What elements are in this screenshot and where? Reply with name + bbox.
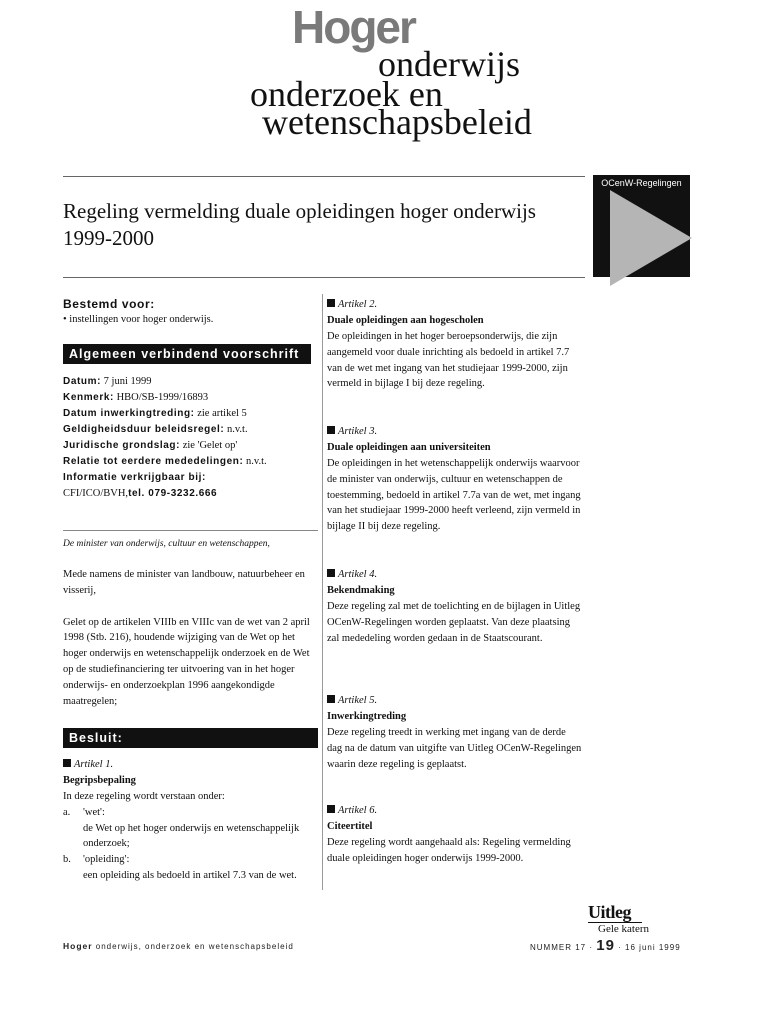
- article-6-head: Artikel 6.: [327, 803, 582, 819]
- bestemd-voor-item: • instellingen voor hoger onderwijs.: [63, 314, 214, 325]
- minister-rule: [63, 530, 318, 531]
- meta-datum: Datum: 7 juni 1999: [63, 376, 152, 387]
- article-6-title: Citeertitel: [327, 821, 373, 832]
- square-bullet-icon: [327, 695, 335, 703]
- article-1-intro: In deze regeling wordt verstaan onder:: [63, 791, 225, 802]
- uitleg-logo: Uitleg: [588, 902, 631, 922]
- article-4-title: Bekendmaking: [327, 585, 395, 596]
- masthead-hoger: Hoger: [292, 1, 415, 53]
- square-bullet-icon: [327, 805, 335, 813]
- article-5-head: Artikel 5.: [327, 693, 582, 709]
- masthead-line-3: wetenschapsbeleid: [262, 102, 532, 142]
- meta-informatie: Informatie verkrijgbaar bij:: [63, 472, 206, 483]
- masthead-line-2: onderzoek en: [250, 74, 443, 114]
- masthead-line-1: onderwijs: [378, 44, 520, 84]
- definition-text: een opleiding als bedoeld in artikel 7.3 van de wet.: [83, 869, 297, 881]
- article-4-body: Deze regeling zal met de toelichting en de bijlagen in Uitleg OCenW-Regelingen worden geplaatst. Van deze plaatsing zal mededeling worden gedaan in de Staatscourant.: [327, 601, 581, 644]
- avv-heading: Algemeen verbindend voorschrift: [63, 344, 311, 364]
- article-3-body: De opleidingen in het wetenschappelijk onderwijs waarvoor de minister van onderwijs, cultuur en wetenschappen de toestemming, bedoeld in artikel 7.7a van de wet, met ingang van het studiejaar 1999-2000 heeft verleend, zijn vermeld in bijlage II bij deze regeling.: [327, 458, 581, 533]
- article-1-head: Artikel 1.: [63, 757, 318, 773]
- minister-line: De minister van onderwijs, cultuur en wetenschappen,: [63, 539, 270, 549]
- footer-issue: NUMMER 17 · 19 · 16 juni 1999: [530, 937, 681, 954]
- meta-grondslag: Juridische grondslag: zie 'Gelet op': [63, 440, 238, 451]
- definition-item: b. 'opleiding':: [63, 854, 130, 866]
- article-3-head: Artikel 3.: [327, 424, 582, 440]
- footer-publication: Hoger onderwijs, onderzoek en wetenschapsbeleid: [63, 941, 294, 951]
- article-2-body: De opleidingen in het hoger beroepsonderwijs, die zijn aangemeld voor duale inrichting als bedoeld in artikel 7.7 van de wet met ingang van het studiejaar 1999-2000, zijn vermeld in bijlage I bij deze regeling.: [327, 331, 570, 390]
- article-2-head: Artikel 2.: [327, 297, 582, 313]
- article-6-body: Deze regeling wordt aangehaald als: Regeling vermelding duale opleidingen hoger onderwijs 1999-2000.: [327, 837, 571, 864]
- article-4: [327, 567, 582, 646]
- square-bullet-icon: [63, 759, 71, 767]
- column-divider: [322, 294, 323, 890]
- article-3: [327, 424, 582, 535]
- definition-text: de Wet op het hoger onderwijs en wetenschappelijk onderzoek;: [83, 822, 300, 850]
- article-6: [327, 803, 582, 867]
- definition-item: a. 'wet':: [63, 806, 105, 818]
- top-rule: [63, 176, 585, 177]
- article-5: [327, 693, 582, 772]
- left-column: [63, 297, 318, 502]
- article-1: [63, 757, 318, 884]
- title-rule: [63, 277, 585, 278]
- paragraph-gelet-op: Gelet op de artikelen VIIIb en VIIIc van de wet van 2 april 1998 (Stb. 216), houdende wijziging van de Wet op het hoger onderwijs en wetenschappelijk onderzoek en de Wet op de studiefinanciering ter uitvoering van in het hoger onderwijs- en onderzoekplan 1996 aangekondigde maatregelen;: [63, 616, 310, 707]
- meta-inwerkingtreding: Datum inwerkingtreding: zie artikel 5: [63, 408, 247, 419]
- section-label: OCenW-Regelingen: [601, 178, 682, 188]
- meta-kenmerk: Kenmerk: HBO/SB-1999/16893: [63, 392, 209, 403]
- square-bullet-icon: [327, 569, 335, 577]
- article-2-title: Duale opleidingen aan hogescholen: [327, 315, 484, 326]
- left-body: [63, 537, 318, 709]
- article-4-head: Artikel 4.: [327, 567, 582, 583]
- square-bullet-icon: [327, 299, 335, 307]
- meta-geldigheidsduur: Geldigheidsduur beleidsregel: n.v.t.: [63, 424, 248, 435]
- logo-subtitle: Gele katern: [598, 923, 649, 935]
- article-5-title: Inwerkingtreding: [327, 711, 407, 722]
- arrow-right-icon: [610, 190, 692, 286]
- paragraph-namens: Mede namens de minister van landbouw, natuurbeheer en visserij,: [63, 569, 305, 596]
- bestemd-voor-label: Bestemd voor:: [63, 297, 155, 311]
- square-bullet-icon: [327, 426, 335, 434]
- besluit-heading: Besluit:: [63, 728, 318, 748]
- article-1-title: Begripsbepaling: [63, 775, 136, 786]
- article-5-body: Deze regeling treedt in werking met ingang van de derde dag na de datum van uitgifte van Uitleg OCenW-Regelingen waarin deze regeling is geplaatst.: [327, 727, 582, 770]
- document-title: Regeling vermelding duale opleidingen hoger onderwijs 1999-2000: [63, 199, 536, 250]
- meta-relatie: Relatie tot eerdere mededelingen: n.v.t.: [63, 456, 267, 467]
- article-2: [327, 297, 582, 392]
- article-3-title: Duale opleidingen aan universiteiten: [327, 442, 491, 453]
- meta-informatie-value: CFI/ICO/BVH,tel. 079-3232.666: [63, 488, 218, 499]
- page-number: 19: [596, 937, 615, 954]
- meta-block: [63, 374, 318, 502]
